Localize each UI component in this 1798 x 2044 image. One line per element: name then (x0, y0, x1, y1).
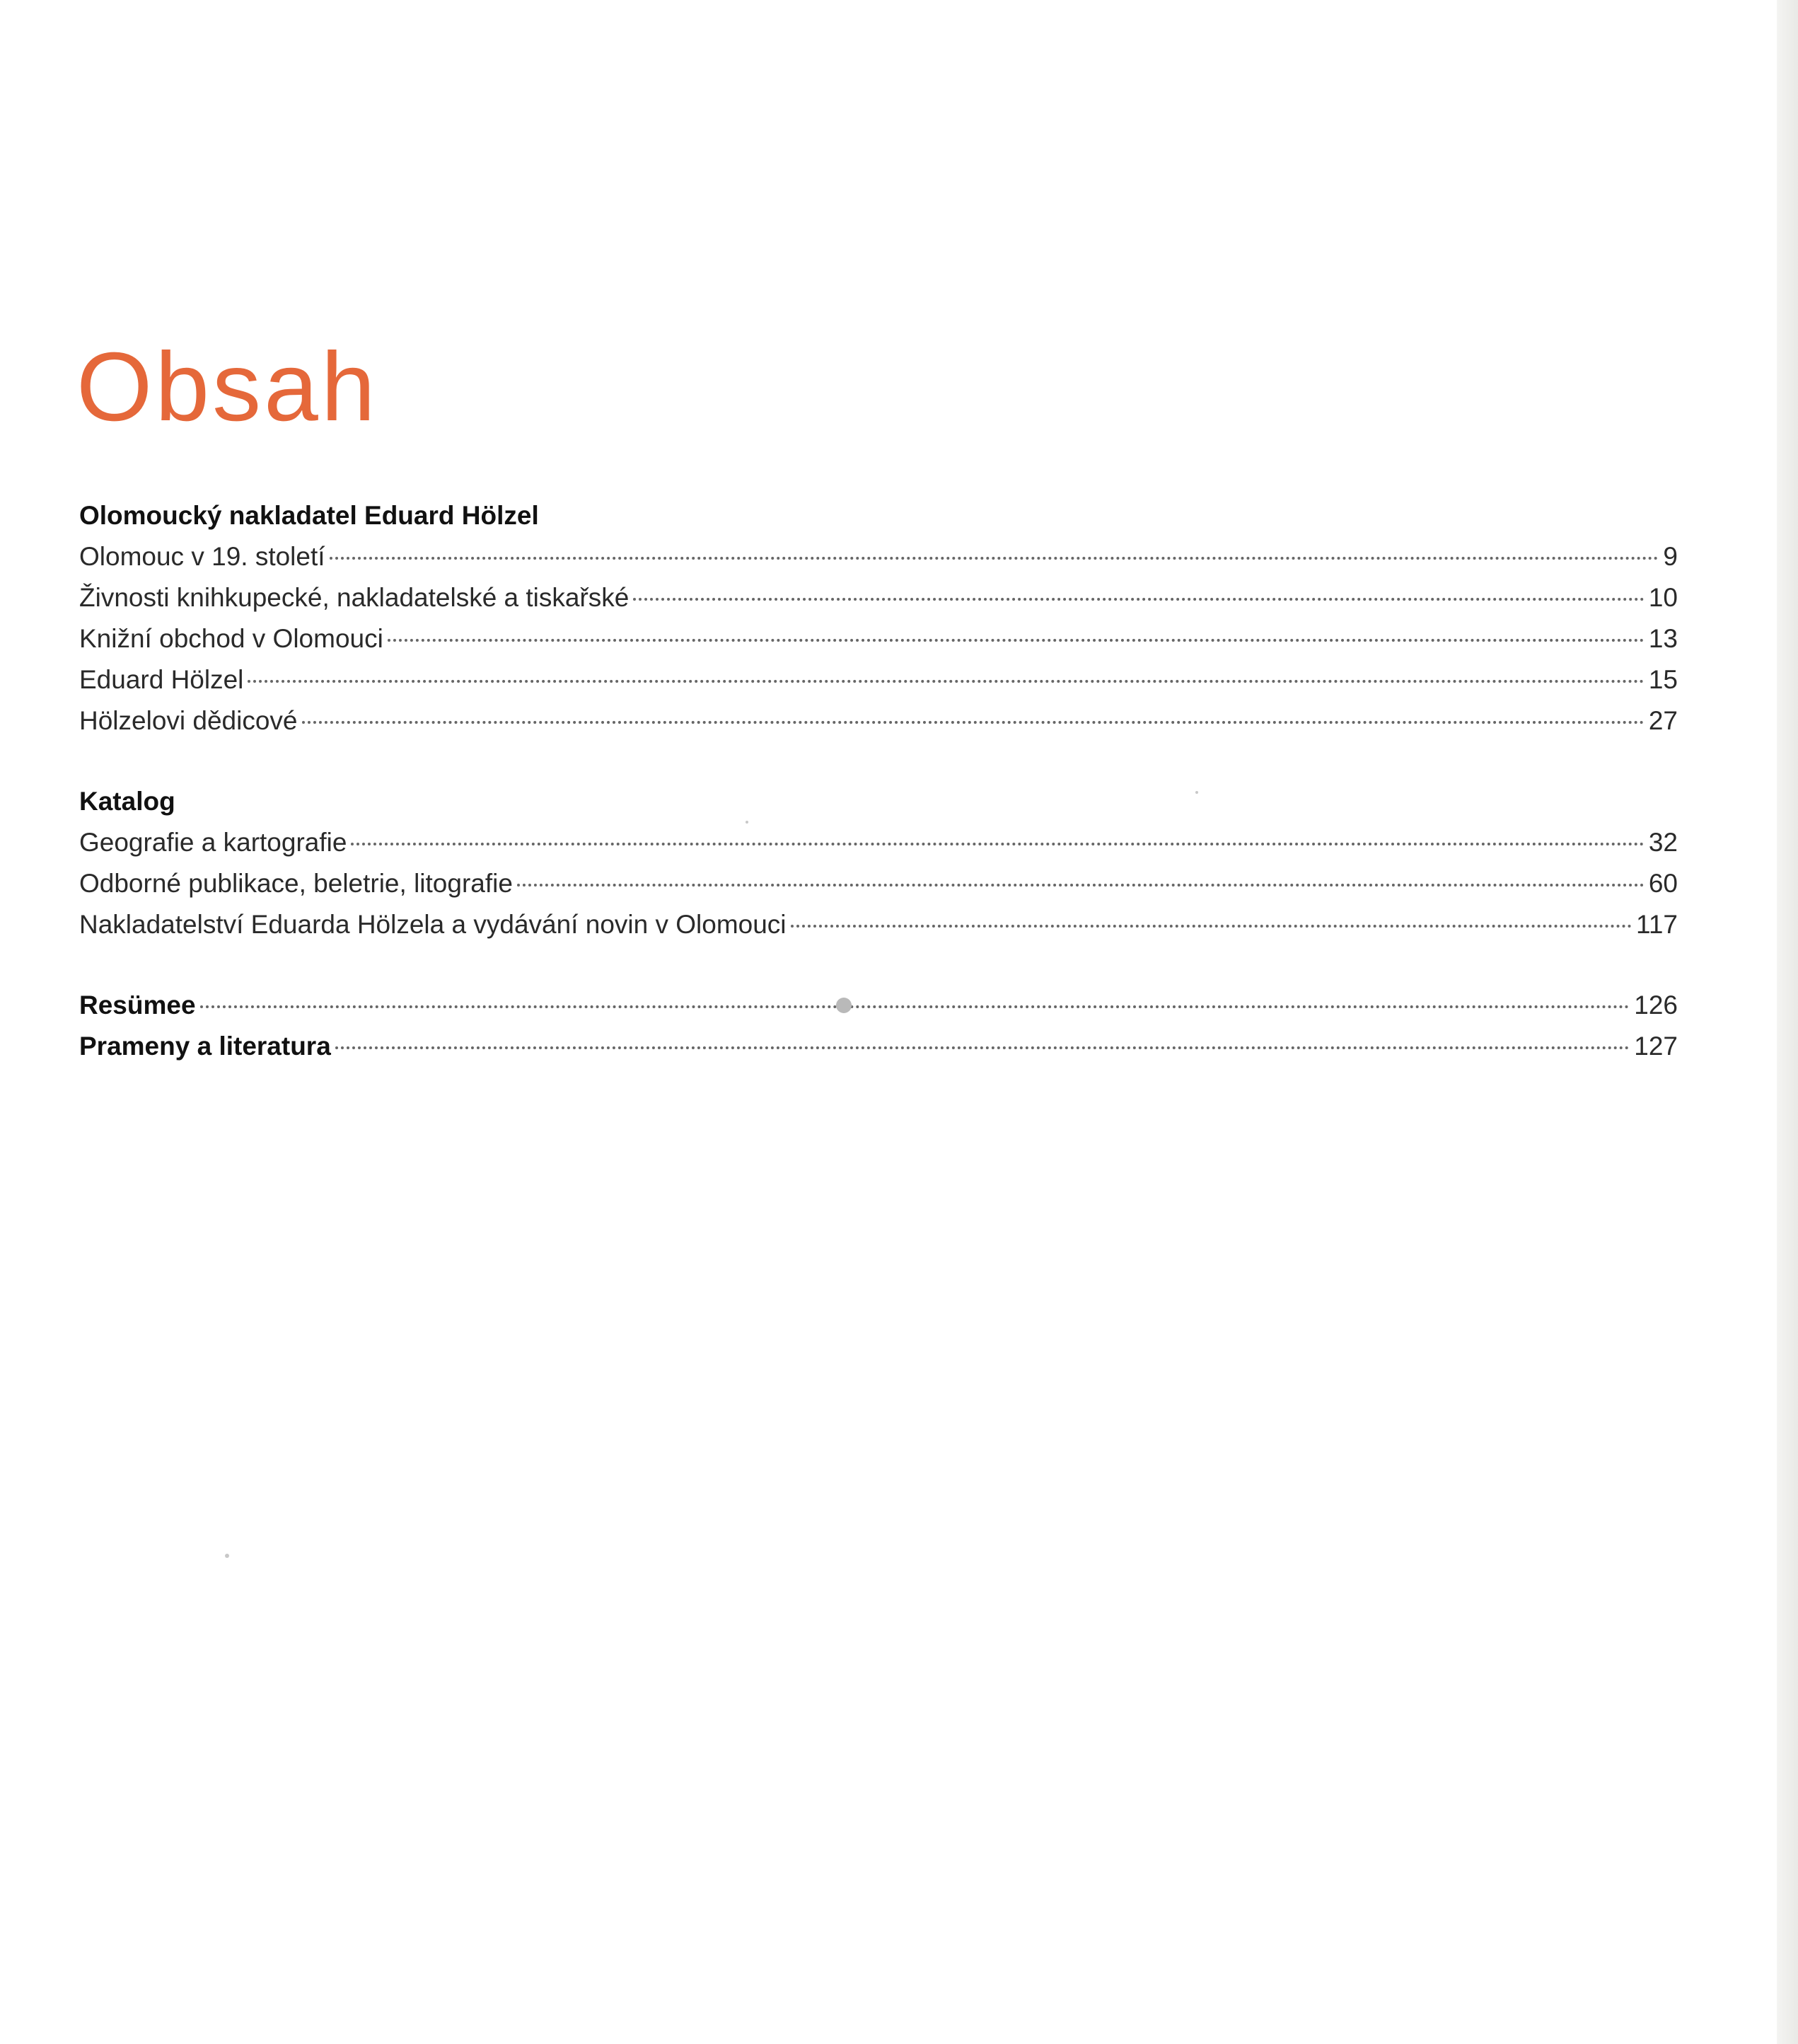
dot-leader (302, 721, 1645, 724)
dot-leader (248, 680, 1644, 683)
toc-entry-label: Živnosti knihkupecké, nakladatelské a tiskařské (79, 583, 630, 612)
dot-leader (351, 843, 1644, 845)
paper-speck (1195, 791, 1198, 794)
dot-leader (791, 925, 1632, 928)
toc-entry-label: Eduard Hölzel (79, 665, 244, 694)
toc-entry-resumee[interactable] (79, 985, 1678, 1026)
paper-speck (225, 1554, 229, 1558)
dot-leader (200, 1005, 1630, 1008)
table-of-contents (79, 495, 1678, 1067)
toc-entry[interactable] (79, 577, 1678, 618)
toc-entry-label: Knižní obchod v Olomouci (79, 624, 383, 653)
toc-entry-page: 127 (1634, 1032, 1678, 1061)
paper-speck (746, 821, 748, 824)
page-title: Obsah (76, 333, 378, 441)
toc-entry-page: 9 (1663, 542, 1678, 571)
toc-entry[interactable] (79, 904, 1678, 945)
toc-entry-page: 126 (1634, 991, 1678, 1020)
toc-entry-label: Odborné publikace, beletrie, litografie (79, 869, 513, 898)
section-spacer (79, 741, 1678, 781)
toc-entry[interactable] (79, 700, 1678, 741)
dot-leader (517, 884, 1645, 887)
toc-entry-page: 27 (1648, 706, 1678, 735)
toc-entry-page: 60 (1648, 869, 1678, 898)
dot-leader (330, 557, 1659, 560)
paper-blemish (836, 998, 852, 1013)
toc-entry-label: Geografie a kartografie (79, 828, 347, 857)
dot-leader (633, 598, 1644, 601)
toc-entry-label: Olomouc v 19. století (79, 542, 325, 571)
section-heading-holzel: Olomoucký nakladatel Eduard Hölzel (79, 501, 539, 530)
toc-entry-page: 10 (1648, 583, 1678, 612)
toc-entry[interactable] (79, 618, 1678, 659)
toc-entry-page: 117 (1636, 910, 1678, 939)
dot-leader (388, 639, 1645, 642)
toc-entry-page: 13 (1648, 624, 1678, 653)
toc-entry-label: Prameny a literatura (79, 1032, 331, 1061)
page-edge-shadow (1777, 0, 1798, 2044)
section-spacer (79, 945, 1678, 985)
section-heading-katalog: Katalog (79, 787, 175, 816)
toc-entry[interactable] (79, 822, 1678, 863)
toc-entry-label: Nakladatelství Eduarda Hölzela a vydávání novin v Olomouci (79, 910, 787, 939)
toc-entry-page: 32 (1648, 828, 1678, 857)
toc-entry-page: 15 (1648, 665, 1678, 694)
dot-leader (335, 1046, 1630, 1049)
toc-entry-prameny[interactable] (79, 1026, 1678, 1067)
toc-entry[interactable] (79, 536, 1678, 577)
toc-entry[interactable] (79, 659, 1678, 700)
toc-entry-label: Hölzelovi dědicové (79, 706, 298, 735)
toc-entry-label: Resümee (79, 991, 196, 1020)
toc-entry[interactable] (79, 863, 1678, 904)
